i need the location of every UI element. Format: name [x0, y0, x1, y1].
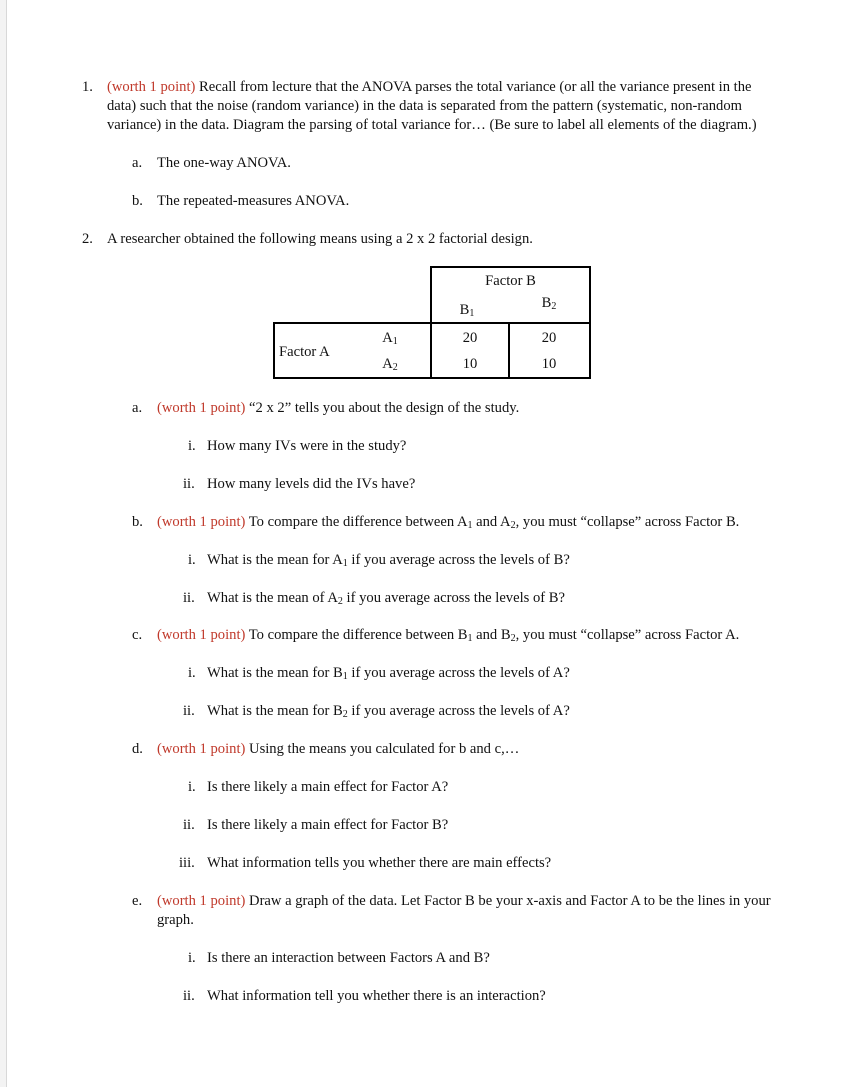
q2-c-text: (worth 1 point) To compare the difference between $B_1$ and $B_2$, you must “collapse” across Factor A.	[157, 627, 740, 644]
q2-a-label: a.	[132, 400, 143, 416]
a2-header: $A_2$	[382, 356, 398, 373]
q2-b-worth: (worth 1 point)	[157, 514, 246, 530]
q2-e-text-2: graph.	[157, 912, 194, 928]
q1-worth: (worth 1 point)	[107, 79, 196, 95]
cell-a2-b2: 10	[541, 356, 557, 372]
q2-e-label: e.	[132, 893, 143, 909]
b2-header: $B_2$	[541, 295, 557, 312]
q2-d-worth: (worth 1 point)	[157, 741, 246, 757]
b1-header: $B_1$	[459, 302, 475, 319]
q2-a-text: (worth 1 point) “2 x 2” tells you about the design of the study.	[157, 400, 520, 416]
q2-d-text: (worth 1 point) Using the means you calculated for b and c,…	[157, 741, 520, 757]
q2-c-ii-label: ii.	[183, 703, 195, 719]
q1-b-label: b.	[132, 193, 143, 209]
q2-a-ii-text: How many levels did the IVs have?	[207, 476, 416, 492]
q2-e-ii-label: ii.	[183, 988, 195, 1004]
q2-a-i-label: i.	[188, 438, 196, 454]
q2-d-label: d.	[132, 741, 143, 757]
factor-a-header: Factor A	[279, 344, 330, 360]
q2-e-ii-text: What information tell you whether there is an interaction?	[207, 988, 546, 1004]
q1-line-3: variance) in the data. Diagram the parsing of total variance for… (Be sure to label all elements of the diagram.)	[107, 117, 757, 133]
q2-b-ii-text: What is the mean of $A_2$ if you average across the levels of B?	[207, 590, 565, 607]
document-page	[6, 0, 854, 1087]
q2-c-label: c.	[132, 627, 143, 643]
q2-e-text-1: (worth 1 point) Draw a graph of the data. Let Factor B be your x-axis and Factor A to be the lines in your	[157, 893, 771, 909]
q2-a-worth: (worth 1 point)	[157, 400, 246, 416]
q2-e-worth: (worth 1 point)	[157, 893, 246, 909]
q2-b-label: b.	[132, 514, 143, 530]
a1-header: $A_1$	[382, 330, 398, 347]
q1-text-1: Recall from lecture that the ANOVA parses the total variance (or all the variance present in the	[199, 79, 752, 95]
q2-e-i-text: Is there an interaction between Factors A and B?	[207, 950, 490, 966]
q2-b-text: (worth 1 point) To compare the difference between $A_1$ and $A_2$, you must “collapse” across Factor B.	[157, 514, 740, 531]
q2-b-i-text: What is the mean for $A_1$ if you average across the levels of B?	[207, 552, 570, 569]
q1-a-label: a.	[132, 155, 143, 171]
q2-d-ii-label: ii.	[183, 817, 195, 833]
q2-d-ii-text: Is there likely a main effect for Factor B?	[207, 817, 449, 833]
factor-b-header: Factor B	[485, 273, 536, 289]
cell-a1-b1: 20	[462, 330, 478, 346]
q2-b-ii-label: ii.	[183, 590, 195, 606]
q2-d-i-text: Is there likely a main effect for Factor A?	[207, 779, 449, 795]
q2-d-iii-text: What information tells you whether there are main effects?	[207, 855, 552, 871]
q2-number: 2.	[82, 231, 93, 247]
q2-text: A researcher obtained the following means using a 2 x 2 factorial design.	[107, 231, 533, 247]
q2-e-i-label: i.	[188, 950, 196, 966]
q2-c-ii-text: What is the mean for $B_2$ if you average across the levels of A?	[207, 703, 570, 720]
q2-c-i-label: i.	[188, 665, 196, 681]
q1-a-text: The one-way ANOVA.	[157, 155, 291, 171]
q1-number: 1.	[82, 79, 93, 95]
q2-d-iii-label: iii.	[179, 855, 195, 871]
q2-b-i-label: i.	[188, 552, 196, 568]
q2-a-ii-label: ii.	[183, 476, 195, 492]
q1-line-2: data) such that the noise (random variance) in the data is separated from the pattern (systematic, non-random	[107, 98, 742, 114]
q2-c-i-text: What is the mean for $B_1$ if you average across the levels of A?	[207, 665, 570, 682]
cell-a1-b2: 20	[541, 330, 557, 346]
q2-c-worth: (worth 1 point)	[157, 627, 246, 643]
q1-line-1	[107, 78, 752, 97]
cell-a2-b1: 10	[462, 356, 478, 372]
q2-d-i-label: i.	[188, 779, 196, 795]
q2-a-i-text: How many IVs were in the study?	[207, 438, 407, 454]
q1-b-text: The repeated-measures ANOVA.	[157, 193, 350, 209]
